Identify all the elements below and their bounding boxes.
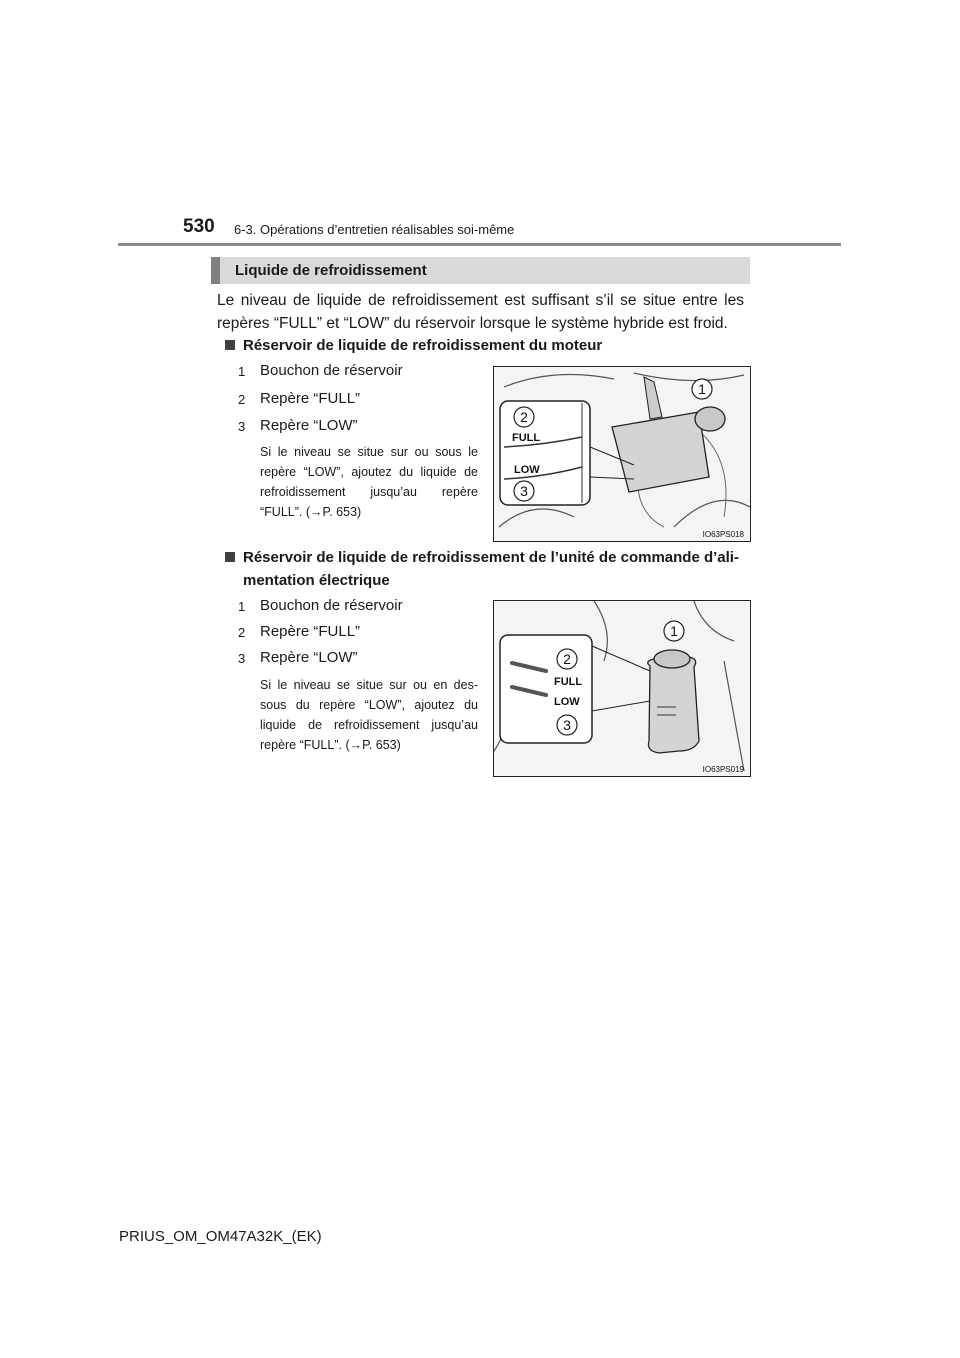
engine-reservoir-note: Si le niveau se situe sur ou sous le repère “LOW”, ajoutez du liquide de refroidissement jusqu’au repère “FULL”. (→P. 653) [260,445,478,519]
pcu-reservoir-illustration [494,601,750,776]
figure-code: IO63PS018 [702,530,744,539]
pcu-reservoir-heading [225,546,739,570]
intro-paragraph: Le niveau de liquide de refroidissement est suffisant s’il se situe entre les repères “FULL” et “LOW” du réservoir lorsque le système hybride est froid. [217,292,744,332]
item-number: 3 [238,419,246,434]
callout-label: 3 [520,483,528,499]
section-title: Liquide de refroidissement [235,262,427,279]
item-label: Bouchon de réservoir [260,362,403,379]
bullet-square-icon [225,552,235,562]
figure-code: IO63PS019 [702,765,744,774]
section-header: 6-3. Opérations d’entretien réalisables soi-même [234,222,515,237]
item-label: Repère “LOW” [260,649,358,666]
engine-reservoir-heading [225,334,602,358]
page-number: 530 [183,216,215,237]
pcu-reservoir-note: Si le niveau se situe sur ou en des-sous du repère “LOW”, ajoutez du liquide de refroidissement jusqu’au repère “FULL”. (→P. 653) [260,678,478,752]
full-mark-label: FULL [512,432,541,444]
callout-label: 2 [520,409,528,425]
callout-label: 1 [670,623,678,639]
item-label: Repère “FULL” [260,390,361,407]
item-label: Bouchon de réservoir [260,597,403,614]
item-label: Repère “LOW” [260,417,358,434]
item-number: 2 [238,625,246,640]
engine-reservoir-heading-text: Réservoir de liquide de refroidissement du moteur [243,337,603,354]
item-number: 3 [238,651,246,666]
engine-reservoir-illustration [494,367,750,541]
low-mark-label: LOW [514,464,540,476]
engine-reservoir-figure [493,366,751,542]
pcu-reservoir-heading-line2: mentation électrique [243,572,390,589]
item-number: 1 [238,599,246,614]
pcu-reservoir-figure [493,600,751,777]
document-footer-code: PRIUS_OM_OM47A32K_(EK) [119,1228,322,1245]
header-rule [118,243,841,246]
bullet-square-icon [225,340,235,350]
callout-label: 1 [698,381,706,397]
item-number: 2 [238,392,246,407]
title-accent [211,257,220,284]
callout-label: 3 [563,717,571,733]
section-title-bar [211,257,750,284]
callout-label: 2 [563,651,571,667]
item-label: Repère “FULL” [260,623,361,640]
full-mark-label: FULL [554,676,583,688]
low-mark-label: LOW [554,696,580,708]
item-number: 1 [238,364,246,379]
pcu-reservoir-heading-line1: Réservoir de liquide de refroidissement de l’unité de commande d’ali- [243,549,739,566]
